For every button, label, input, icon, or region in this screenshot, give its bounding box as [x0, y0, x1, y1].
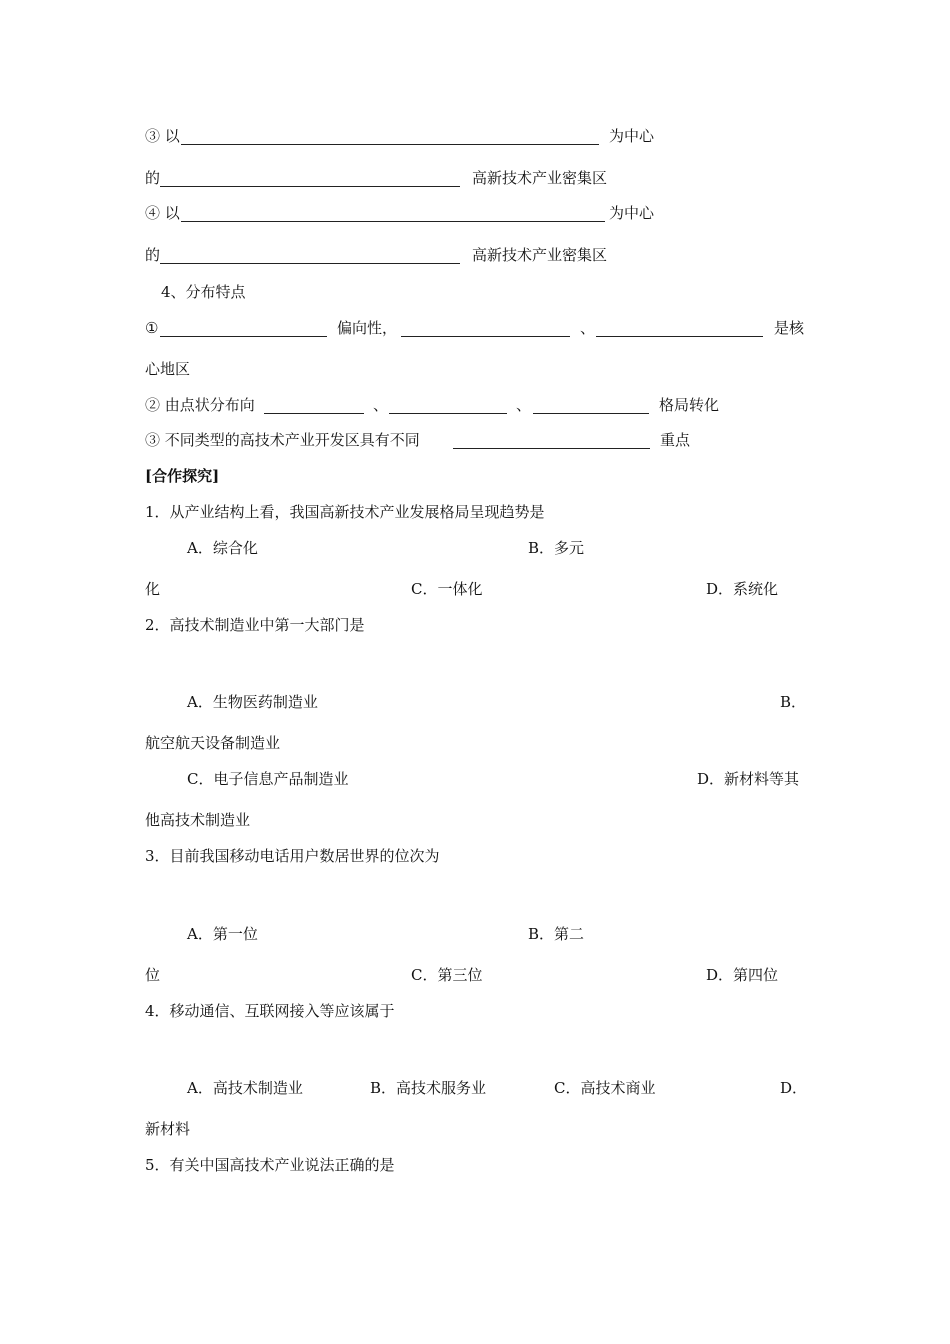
question-2-option-d[interactable]: D．新材料等其	[697, 770, 800, 788]
p1-blank-3[interactable]	[596, 336, 763, 337]
p1-blank-2[interactable]	[401, 336, 570, 337]
p1-sep: 、	[580, 319, 596, 337]
question-3-option-c[interactable]: C．第三位	[411, 966, 483, 984]
question-2-option-b-cont: 航空航天设备制造业	[145, 734, 281, 752]
item3-end: 高新技术产业密集区	[472, 169, 608, 187]
p2-blank-1[interactable]	[264, 413, 364, 414]
question-1-option-b[interactable]: B．多元	[528, 539, 585, 557]
p1-blank-1[interactable]	[160, 336, 327, 337]
question-1-option-c[interactable]: C．一体化	[411, 580, 483, 598]
question-4-option-b[interactable]: B．高技术服务业	[370, 1079, 487, 1097]
p2-sep2: 、	[516, 396, 532, 414]
p1-prefix: ①	[145, 319, 159, 337]
question-2-option-d-cont: 他高技术制造业	[145, 811, 251, 829]
question-4-option-d[interactable]: D．	[780, 1079, 808, 1097]
section-title: [合作探究]	[145, 467, 220, 485]
question-4-option-a[interactable]: A．高技术制造业	[187, 1079, 303, 1097]
p2-end: 格局转化	[659, 396, 720, 414]
p3-end: 重点	[660, 431, 691, 449]
item3-prefix: ③ 以	[145, 127, 180, 145]
item4-mid: 为中心	[609, 204, 655, 222]
question-2-option-a[interactable]: A．生物医药制造业	[187, 693, 318, 711]
question-2-option-b[interactable]: B．	[780, 693, 807, 711]
p2-blank-3[interactable]	[533, 413, 649, 414]
question-3-option-b[interactable]: B．第二	[528, 925, 585, 943]
item3-blank-1[interactable]	[181, 144, 599, 145]
item4-blank-2[interactable]	[160, 263, 460, 264]
item4-end: 高新技术产业密集区	[472, 246, 608, 264]
question-3-option-b-cont: 位	[145, 966, 161, 984]
item3-blank-2[interactable]	[160, 186, 460, 187]
p3-prefix: ③ 不同类型的高技术产业开发区具有不同	[145, 431, 420, 449]
section4-title: 4、分布特点	[161, 283, 246, 301]
question-4-stem: 4．移动通信、互联网接入等应该属于	[145, 1002, 395, 1020]
question-1-stem: 1．从产业结构上看，我国高新技术产业发展格局呈现趋势是	[145, 503, 545, 521]
p1-mid: 偏向性，	[337, 319, 398, 337]
question-2-option-c[interactable]: C．电子信息产品制造业	[187, 770, 349, 788]
question-4-option-c[interactable]: C．高技术商业	[554, 1079, 656, 1097]
question-1-option-d[interactable]: D．系统化	[706, 580, 779, 598]
question-4-option-d-cont: 新材料	[145, 1120, 191, 1138]
p2-blank-2[interactable]	[389, 413, 507, 414]
p1-cont: 心地区	[145, 360, 191, 378]
item4-of: 的	[145, 246, 161, 264]
p2-prefix: ② 由点状分布向	[145, 396, 255, 414]
question-5-stem: 5．有关中国高技术产业说法正确的是	[145, 1156, 395, 1174]
question-2-stem: 2．高技术制造业中第一大部门是	[145, 616, 365, 634]
question-1-option-a[interactable]: A．综合化	[187, 539, 258, 557]
question-3-option-a[interactable]: A．第一位	[187, 925, 258, 943]
p2-sep1: 、	[373, 396, 389, 414]
item3-mid: 为中心	[609, 127, 655, 145]
question-3-stem: 3．目前我国移动电话用户数居世界的位次为	[145, 847, 440, 865]
p3-blank[interactable]	[453, 448, 650, 449]
question-1-option-b-cont: 化	[145, 580, 161, 598]
item4-blank-1[interactable]	[181, 221, 605, 222]
question-3-option-d[interactable]: D．第四位	[706, 966, 779, 984]
p1-end: 是核	[774, 319, 805, 337]
item4-prefix: ④ 以	[145, 204, 180, 222]
item3-of: 的	[145, 169, 161, 187]
